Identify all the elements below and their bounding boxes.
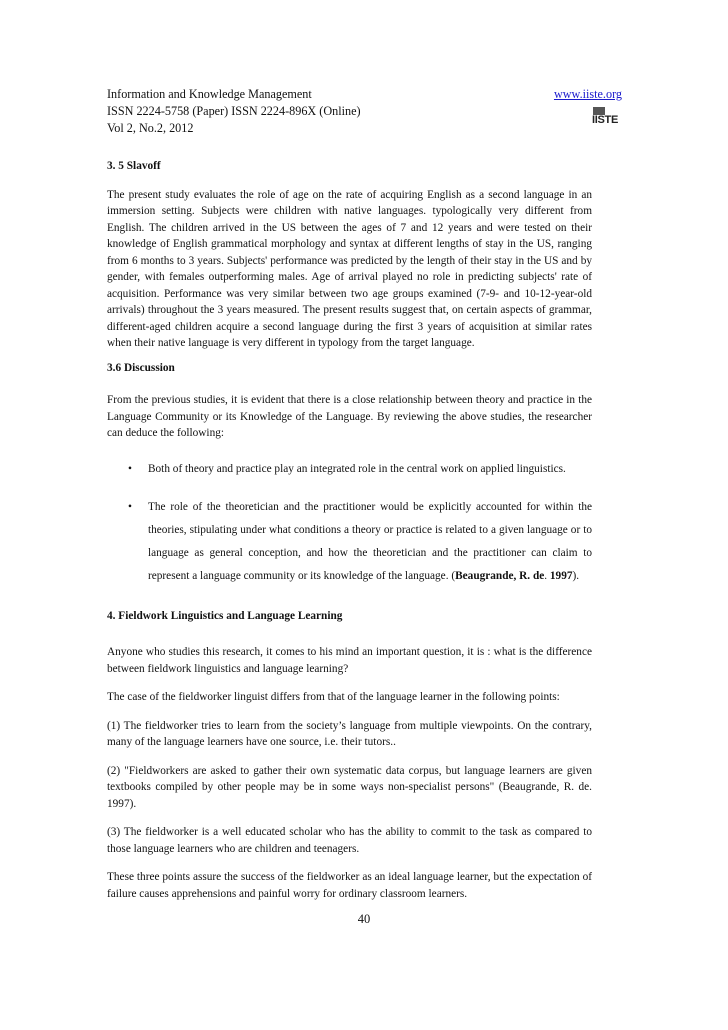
journal-url-link[interactable]: www.iiste.org — [553, 87, 622, 101]
iiste-logo-icon: IISTE — [592, 106, 622, 126]
paragraph-fieldwork-1: Anyone who studies this research, it comes to his mind an important question, it is : what is the difference between fieldwork linguistics and language learning? — [107, 646, 592, 675]
citation-author: Beaugrande, R. de — [455, 569, 545, 582]
section-heading-fieldwork: 4. Fieldwork Linguistics and Language Learning — [107, 609, 343, 622]
paragraph-slavoff: The present study evaluates the role of age on the rate of acquiring English as a second language in an immersion setting. Subjects were children with native languages. typologically very different from English. The children arrived in the US between the ages of 7 and 12 years and were tested on their knowledge of English grammatical morphology and syntax at different lengths of stay in the US, ranging from 6 months to 3 years. Subjects' performance was predicted by the length of their stay in the US and by gender, with females outperforming males. Age of arrival played no role in predicting subjects' rate of acquisition. Performance was very similar between two age groups examined (7-9- and 10-12-year-old arrivals) throughout the 3 years measured. The present results suggest that, on certain aspects of grammar, different-aged children acquire a second language during the first 3 years of acquisition at similar rates when their native language is very different in typology from the target language. — [107, 188, 592, 349]
citation-separator: . — [544, 569, 550, 582]
article-body — [107, 158, 592, 902]
paragraph-fieldwork-6: These three points assure the success of the fieldworker as an ideal language learner, but the expectation of failure causes apprehensions and painful worry for ordinary classroom learners. — [107, 871, 592, 900]
list-item — [107, 458, 592, 481]
discussion-bullet-list — [107, 458, 592, 588]
section-heading-discussion: 3.6 Discussion — [107, 361, 175, 374]
page-number: 40 — [357, 912, 371, 926]
section-heading-slavoff: 3. 5 Slavoff — [107, 160, 161, 172]
volume-line: Vol 2, No.2, 2012 — [107, 121, 194, 135]
paragraph-fieldwork-5: (3) The fieldworker is a well educated scholar who has the ability to commit to the task as compared to those language learners who are children and teenagers. — [107, 826, 592, 855]
page-header — [107, 86, 622, 137]
paragraph-fieldwork-4: (2) "Fieldworkers are asked to gather their own systematic data corpus, but language learners are given textbooks compiled by other people may be in some ways non-specialist persons" (Beaugrande, R. de. 1997). — [107, 764, 592, 810]
paragraph-fieldwork-3: (1) The fieldworker tries to learn from the society’s language from multiple viewpoints. On the contrary, many of the language learners have one source, i.e. their tutors.. — [107, 719, 592, 748]
journal-line — [107, 86, 622, 103]
paragraph-fieldwork-2: The case of the fieldworker linguist differs from that of the language learner in the following points: — [107, 691, 560, 703]
bullet-text: The role of the theoretician and the practitioner would be explicitly accounted for within the theories, stipulating under what conditions a theory or practice is related to a given language or to language as general conception, and how the theoretician and the practitioner can claim to represent a language community or its knowledge of the language. ( — [148, 500, 592, 582]
journal-title: Information and Knowledge Management — [107, 87, 312, 101]
citation-year: 1997 — [549, 569, 573, 582]
bullet-icon: • — [128, 500, 132, 513]
citation-close: ). — [572, 569, 580, 582]
issn-line: ISSN 2224-5758 (Paper) ISSN 2224-896X (Online) — [107, 104, 361, 118]
bullet-icon: • — [128, 462, 132, 475]
list-item — [107, 496, 592, 588]
paragraph-discussion: From the previous studies, it is evident that there is a close relationship between theory and practice in the Language Community or its Knowledge of the Language. By reviewing the above studies, the researcher can deduce the following: — [107, 394, 592, 439]
bullet-text: Both of theory and practice play an integrated role in the central work on applied linguistics. — [148, 462, 566, 475]
